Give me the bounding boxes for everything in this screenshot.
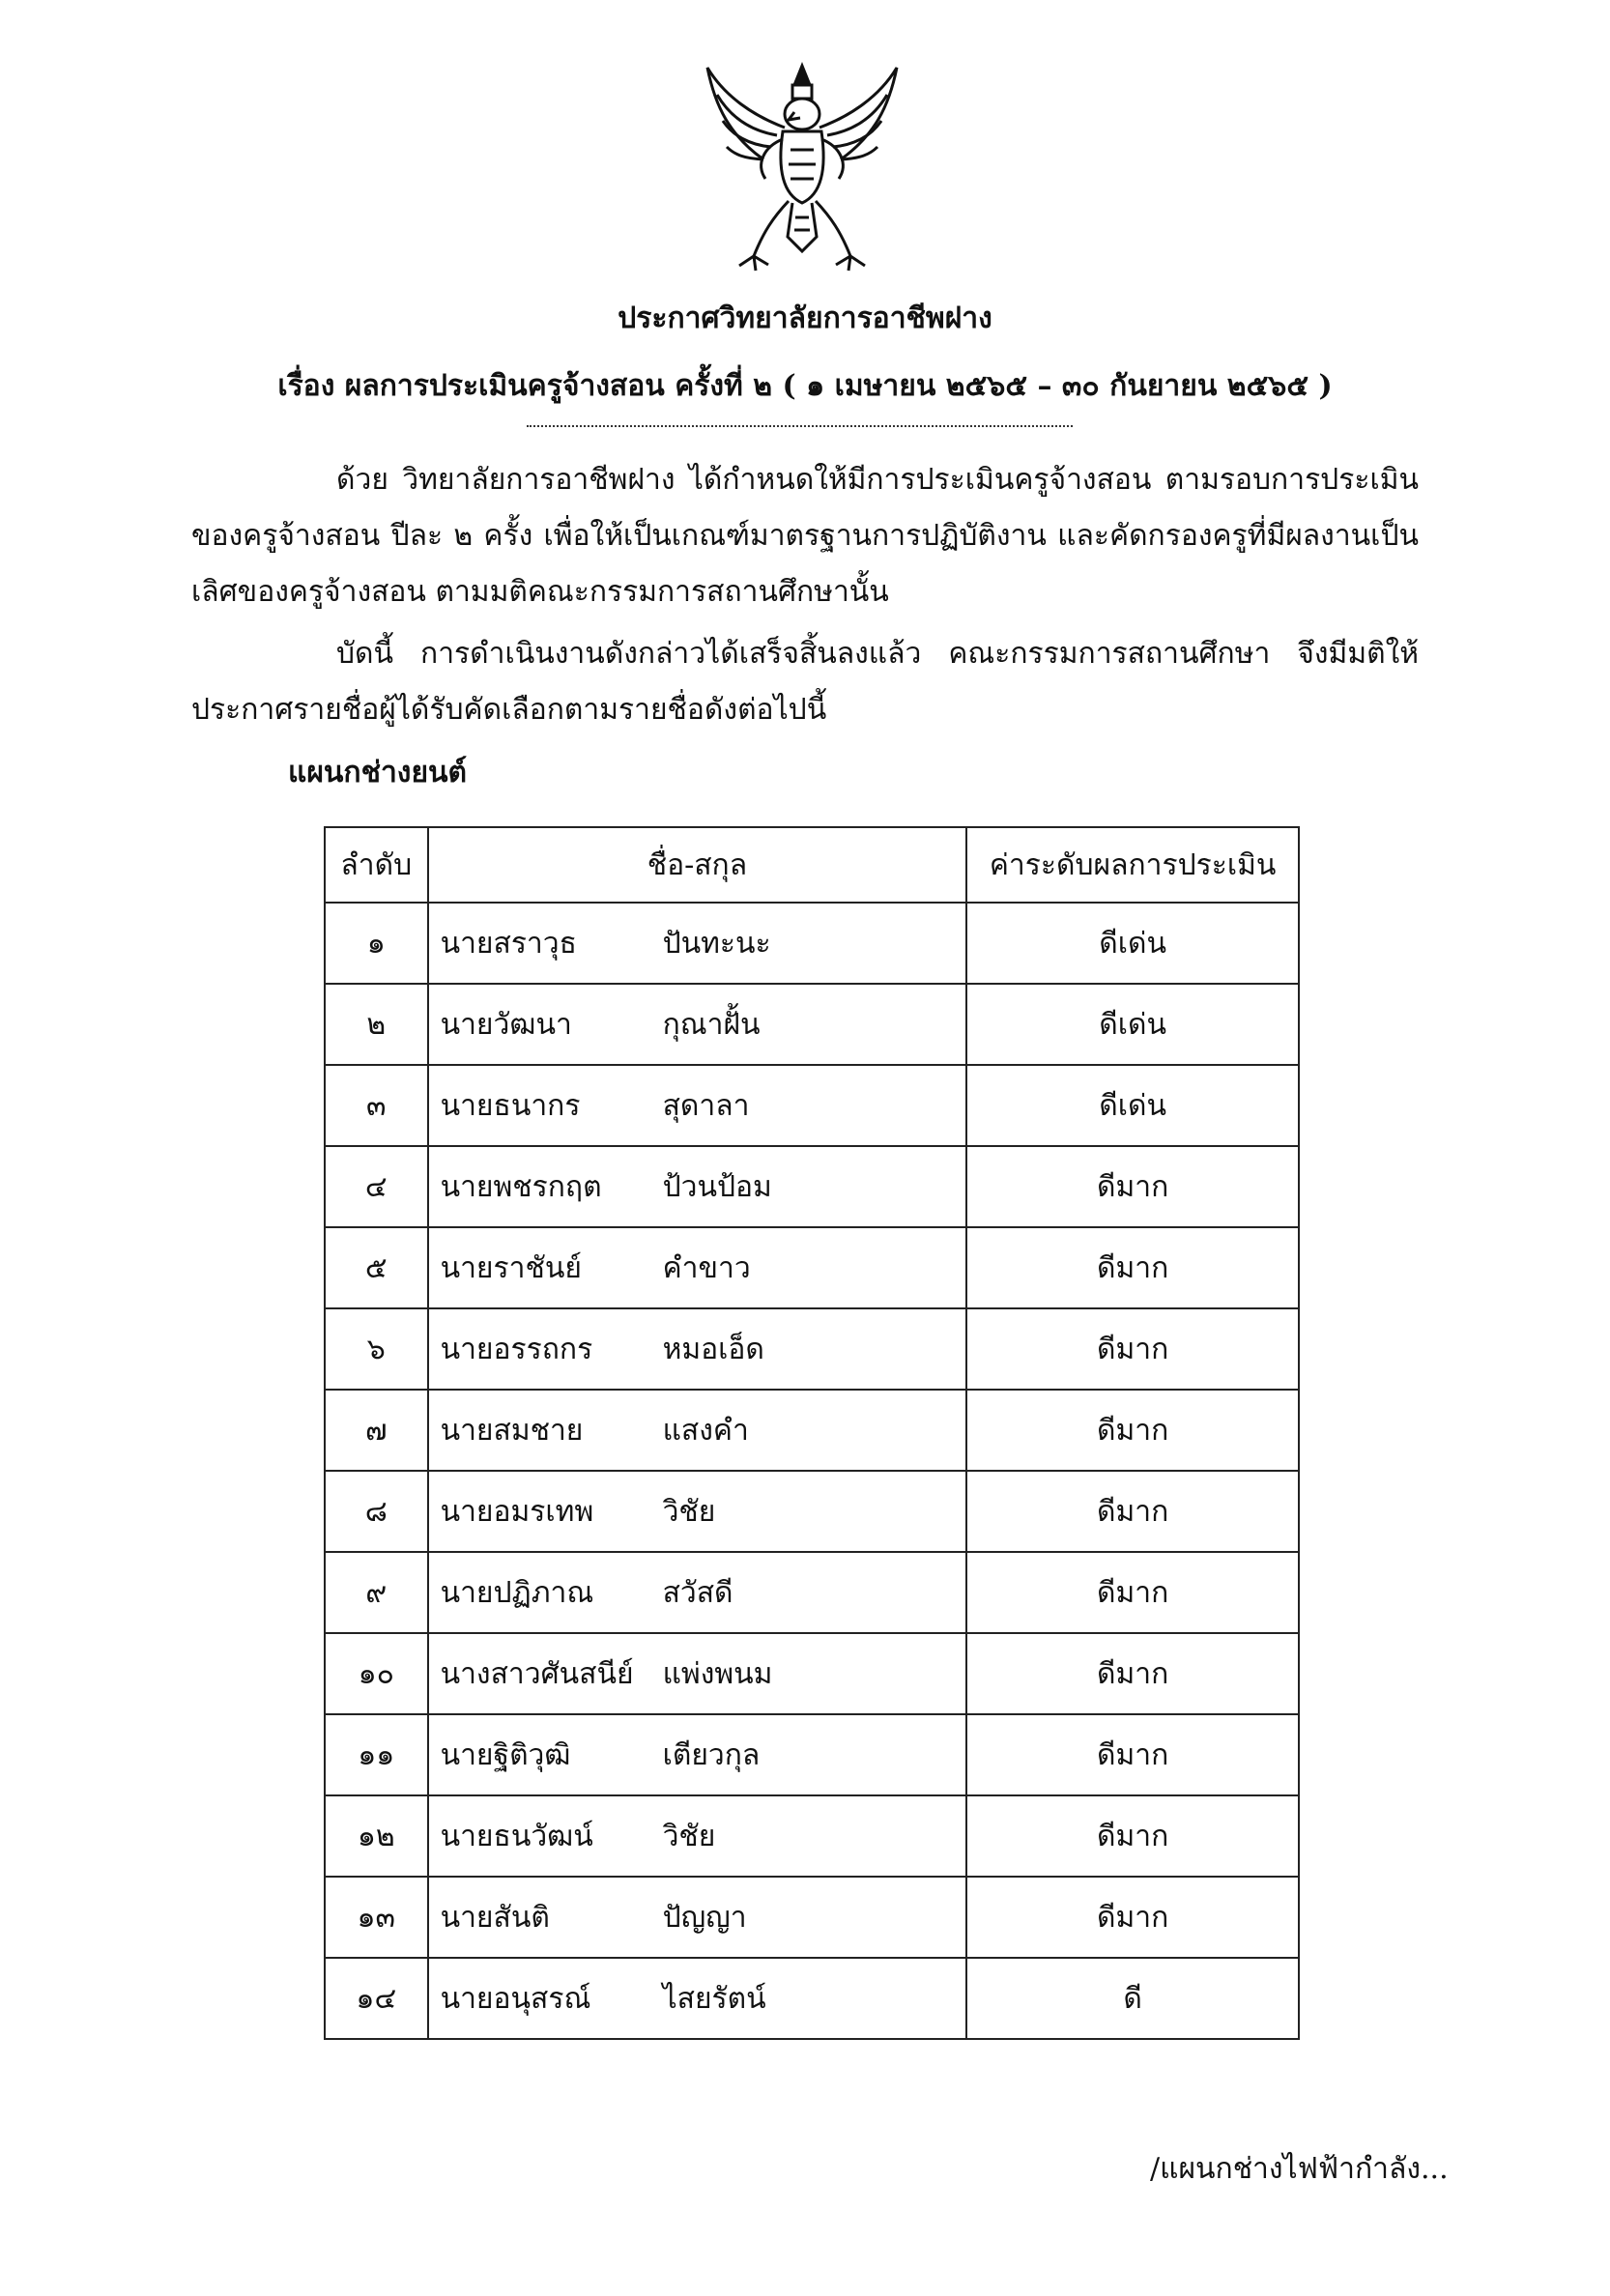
row-evaluation: ดีมาก bbox=[966, 1633, 1299, 1714]
table-row bbox=[325, 1065, 1299, 1146]
body-paragraph-2 bbox=[191, 626, 1419, 738]
row-no: ๕ bbox=[325, 1227, 428, 1308]
row-no: ๑๔ bbox=[325, 1958, 428, 2039]
first-name: นายวัฒนา bbox=[440, 1007, 572, 1042]
row-no: ๗ bbox=[325, 1390, 428, 1471]
first-name: นายสมชาย bbox=[440, 1413, 584, 1448]
row-evaluation: ดีมาก bbox=[966, 1308, 1299, 1390]
table-row bbox=[325, 1146, 1299, 1227]
table-row bbox=[325, 1227, 1299, 1308]
dotted-divider bbox=[527, 423, 1073, 427]
row-evaluation: ดีเด่น bbox=[966, 984, 1299, 1065]
table-row bbox=[325, 1308, 1299, 1390]
table-row bbox=[325, 1795, 1299, 1877]
last-name: สุดาลา bbox=[662, 1088, 750, 1123]
row-evaluation: ดีมาก bbox=[966, 1227, 1299, 1308]
body-paragraph-2-text: บัดนี้ การดำเนินงานดังกล่าวได้เสร็จสิ้นลงแล้ว คณะกรรมการสถานศึกษา จึงมีมติให้ประกาศรายชื่อผู้ได้รับคัดเลือกตามรายชื่อดังต่อไปนี้ bbox=[191, 637, 1419, 727]
table-header-row bbox=[325, 827, 1299, 903]
row-name bbox=[428, 984, 967, 1065]
row-no: ๒ bbox=[325, 984, 428, 1065]
last-name: แพ่งพนม bbox=[662, 1656, 773, 1691]
evaluation-results-table bbox=[324, 826, 1300, 2040]
row-no: ๙ bbox=[325, 1552, 428, 1633]
last-name: หมอเอ็ด bbox=[662, 1332, 764, 1366]
last-name: ไสยรัตน์ bbox=[662, 1981, 766, 2016]
first-name: นางสาวศันสนีย์ bbox=[440, 1656, 634, 1691]
first-name: นายธนวัฒน์ bbox=[440, 1819, 593, 1853]
table-row bbox=[325, 984, 1299, 1065]
first-name: นายธนากร bbox=[440, 1088, 581, 1123]
last-name: เตียวกุล bbox=[662, 1737, 761, 1772]
table-row bbox=[325, 1877, 1299, 1958]
garuda-emblem-icon bbox=[696, 58, 908, 275]
row-no: ๔ bbox=[325, 1146, 428, 1227]
row-no: ๑๒ bbox=[325, 1795, 428, 1877]
row-no: ๑๑ bbox=[325, 1714, 428, 1795]
row-name bbox=[428, 1471, 967, 1552]
table-row bbox=[325, 1471, 1299, 1552]
row-evaluation: ดี bbox=[966, 1958, 1299, 2039]
last-name: สวัสดี bbox=[662, 1575, 733, 1610]
row-evaluation: ดีมาก bbox=[966, 1146, 1299, 1227]
row-evaluation: ดีมาก bbox=[966, 1877, 1299, 1958]
row-name bbox=[428, 903, 967, 984]
table-row bbox=[325, 903, 1299, 984]
last-name: วิชัย bbox=[662, 1819, 716, 1853]
row-name bbox=[428, 1877, 967, 1958]
header-name: ชื่อ-สกุล bbox=[428, 827, 967, 903]
row-name bbox=[428, 1714, 967, 1795]
row-no: ๖ bbox=[325, 1308, 428, 1390]
first-name: นายพชรกฤต bbox=[440, 1169, 602, 1204]
row-name bbox=[428, 1958, 967, 2039]
row-name bbox=[428, 1308, 967, 1390]
last-name: ป้วนป้อม bbox=[662, 1169, 772, 1204]
header-no: ลำดับ bbox=[325, 827, 428, 903]
row-no: ๑๓ bbox=[325, 1877, 428, 1958]
row-no: ๓ bbox=[325, 1065, 428, 1146]
row-name bbox=[428, 1227, 967, 1308]
row-name bbox=[428, 1633, 967, 1714]
table-row bbox=[325, 1714, 1299, 1795]
continuation-note: /แผนกช่างไฟฟ้ากำลัง... bbox=[1150, 2152, 1449, 2186]
row-name bbox=[428, 1065, 967, 1146]
row-evaluation: ดีเด่น bbox=[966, 903, 1299, 984]
last-name: กุณาฝั้น bbox=[662, 1007, 761, 1042]
row-evaluation: ดีมาก bbox=[966, 1714, 1299, 1795]
first-name: นายราชันย์ bbox=[440, 1250, 582, 1285]
last-name: วิชัย bbox=[662, 1494, 716, 1529]
table-row bbox=[325, 1958, 1299, 2039]
table-row bbox=[325, 1633, 1299, 1714]
last-name: ปันทะนะ bbox=[662, 926, 771, 961]
row-evaluation: ดีเด่น bbox=[966, 1065, 1299, 1146]
last-name: แสงคำ bbox=[662, 1413, 749, 1448]
first-name: นายฐิติวุฒิ bbox=[440, 1737, 571, 1772]
row-name bbox=[428, 1390, 967, 1471]
row-name bbox=[428, 1795, 967, 1877]
row-evaluation: ดีมาก bbox=[966, 1471, 1299, 1552]
row-evaluation: ดีมาก bbox=[966, 1390, 1299, 1471]
body-paragraph-1 bbox=[191, 452, 1419, 620]
row-evaluation: ดีมาก bbox=[966, 1795, 1299, 1877]
announcement-subject: เรื่อง ผลการประเมินครูจ้างสอน ครั้งที่ ๒ ( ๑ เมษายน ๒๕๖๕ – ๓๐ กันยายน ๒๕๖๕ ) bbox=[277, 369, 1333, 403]
row-no: ๑ bbox=[325, 903, 428, 984]
row-no: ๑๐ bbox=[325, 1633, 428, 1714]
table-row bbox=[325, 1390, 1299, 1471]
first-name: นายสันติ bbox=[440, 1900, 550, 1935]
row-name bbox=[428, 1146, 967, 1227]
first-name: นายอรรถกร bbox=[440, 1332, 593, 1366]
row-evaluation: ดีมาก bbox=[966, 1552, 1299, 1633]
row-name bbox=[428, 1552, 967, 1633]
first-name: นายอนุสรณ์ bbox=[440, 1981, 591, 2016]
section-title: แผนกช่างยนต์ bbox=[288, 756, 468, 789]
body-paragraph-1-text: ด้วย วิทยาลัยการอาชีพฝาง ได้กำหนดให้มีการประเมินครูจ้างสอน ตามรอบการประเมินของครูจ้างสอน ปีละ ๒ ครั้ง เพื่อให้เป็นเกณฑ์มาตรฐานการปฏิบัติงาน และคัดกรองครูที่มีผลงานเป็นเลิศของครูจ้างสอน ตามมติคณะกรรมการสถานศึกษานั้น bbox=[191, 463, 1419, 609]
row-no: ๘ bbox=[325, 1471, 428, 1552]
table-row bbox=[325, 1552, 1299, 1633]
announcement-title: ประกาศวิทยาลัยการอาชีพฝาง bbox=[618, 301, 992, 335]
last-name: คำขาว bbox=[662, 1250, 751, 1285]
header-evaluation: ค่าระดับผลการประเมิน bbox=[966, 827, 1299, 903]
first-name: นายอมรเทพ bbox=[440, 1494, 594, 1529]
first-name: นายสราวุธ bbox=[440, 926, 577, 961]
first-name: นายปฏิภาณ bbox=[440, 1575, 594, 1610]
last-name: ปัญญา bbox=[662, 1900, 747, 1935]
